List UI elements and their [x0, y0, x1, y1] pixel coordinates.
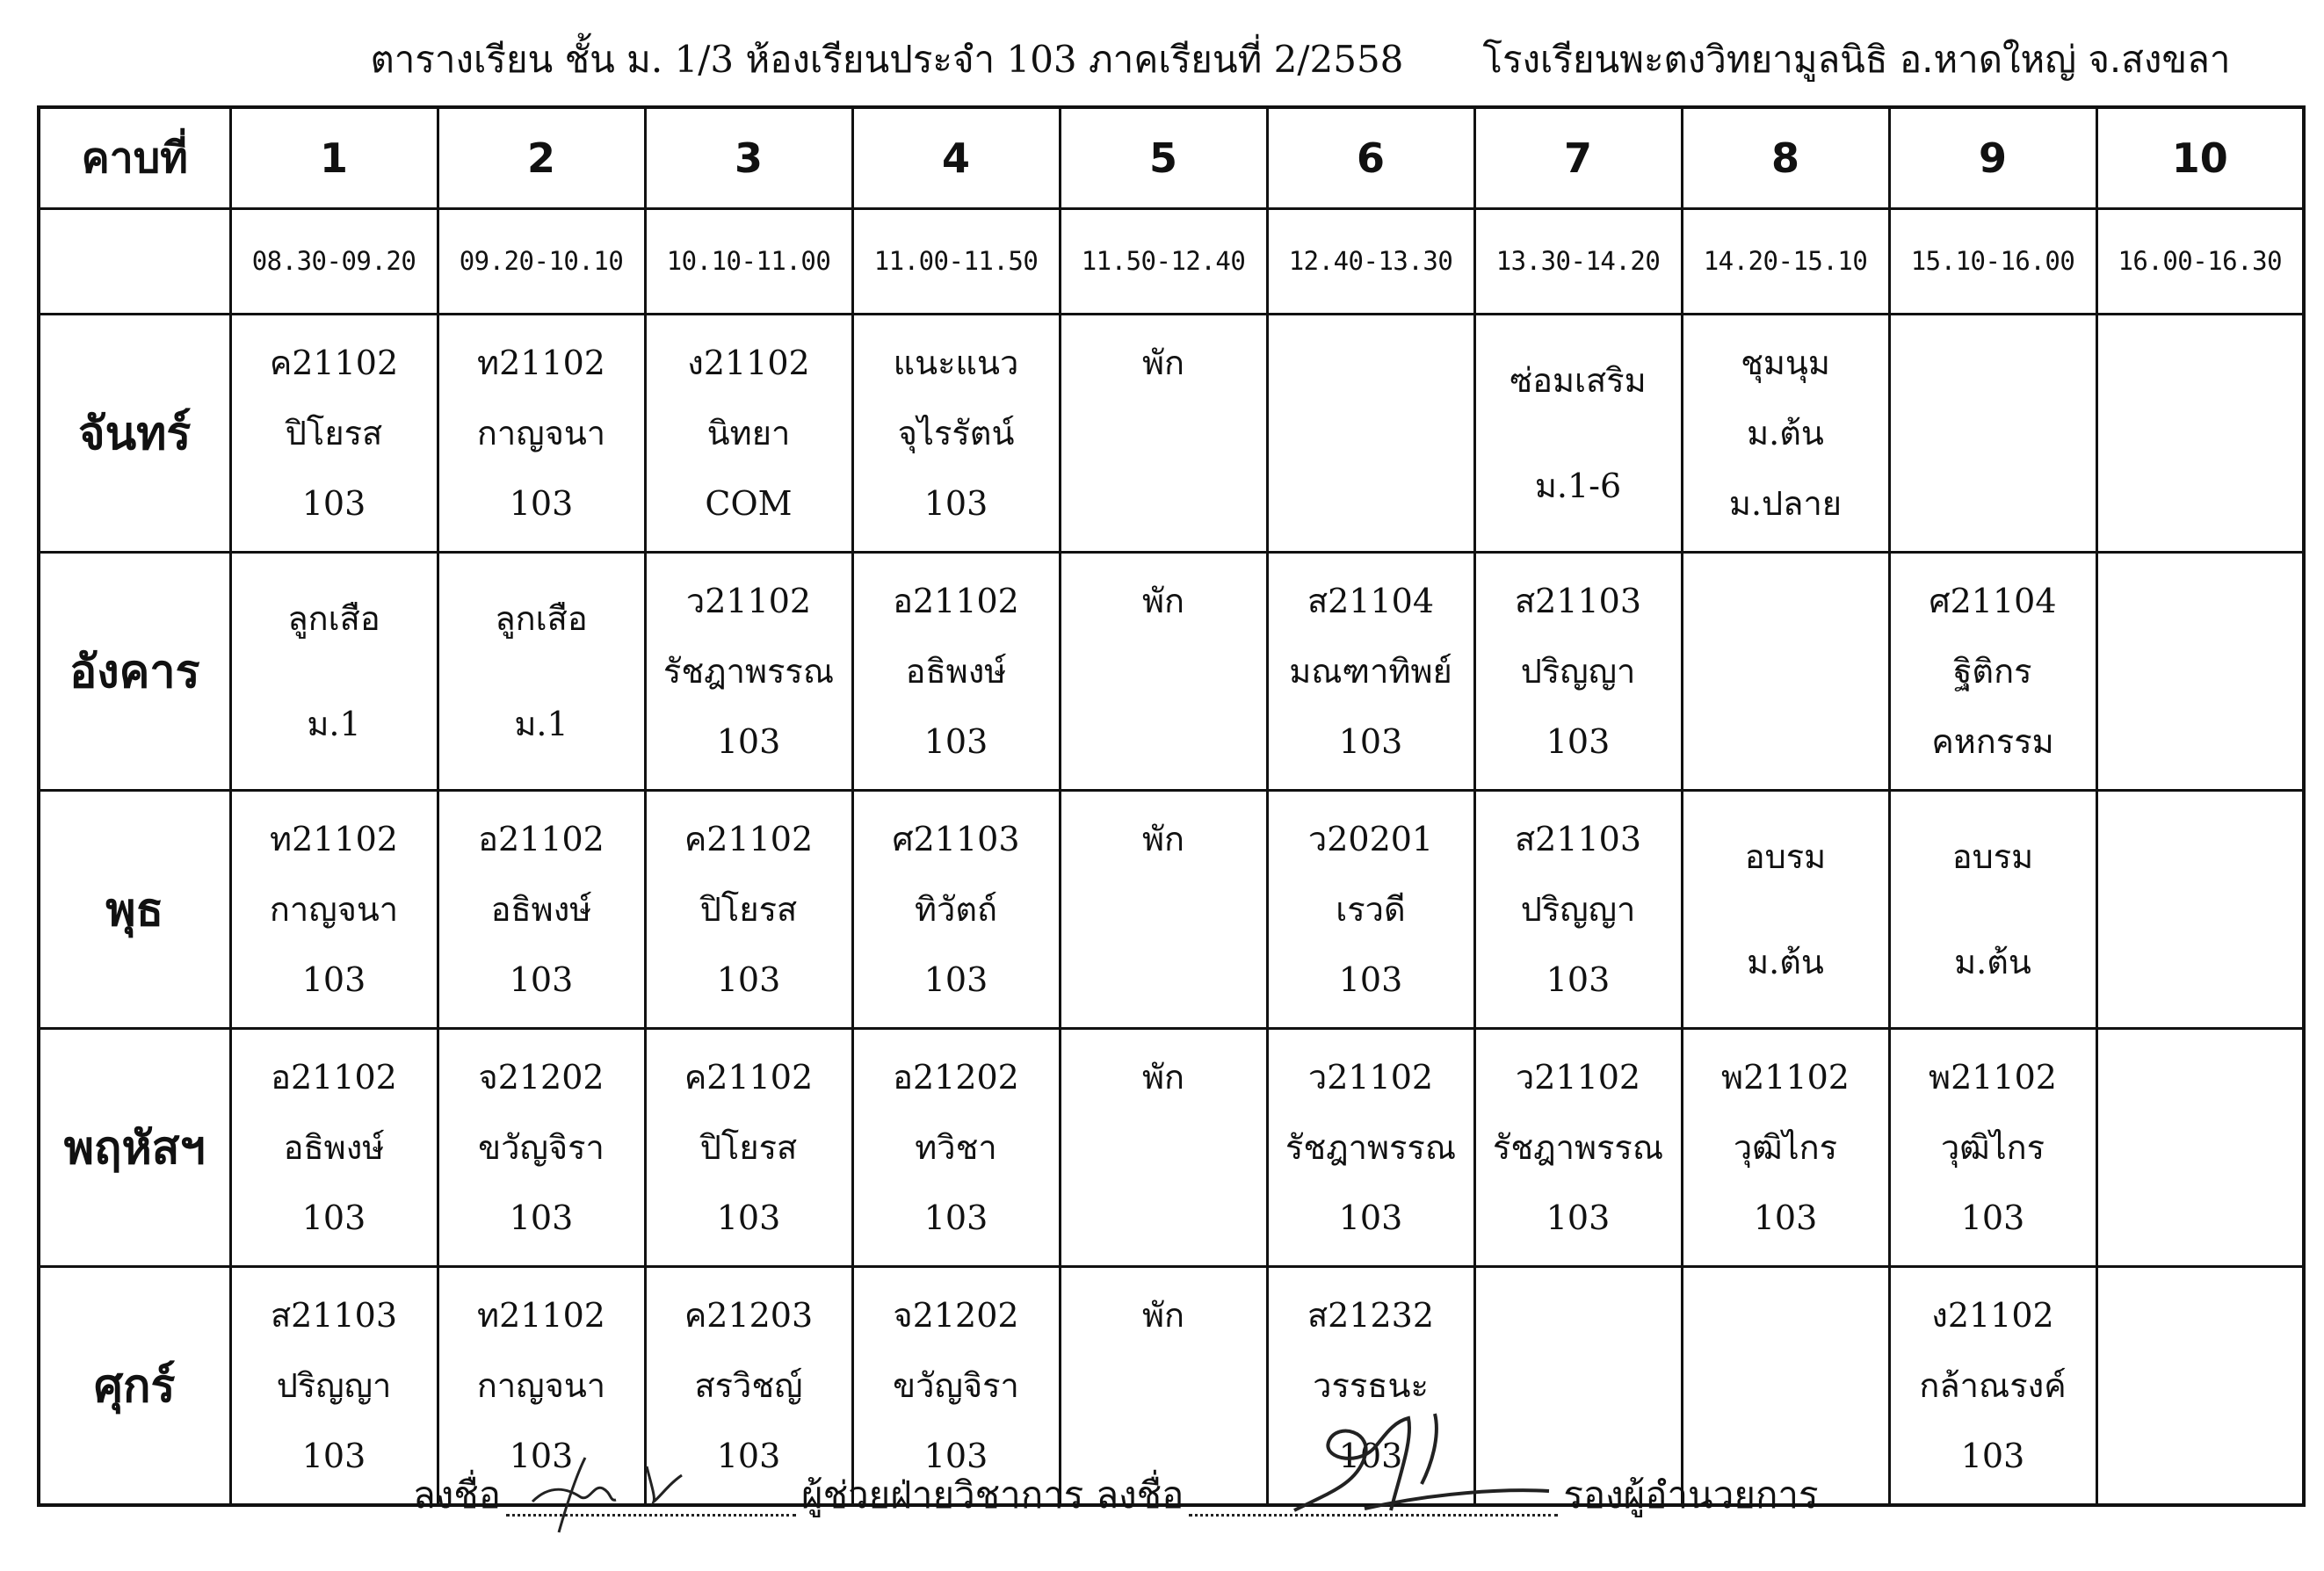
subject-code: ส21232 — [1307, 1295, 1435, 1335]
class-cell — [438, 552, 645, 790]
room-or-group: 103 — [1753, 1198, 1818, 1237]
class-cell-content — [232, 1268, 437, 1503]
teacher-name: ปิโยรส — [285, 413, 383, 452]
sign-label-deputy: ลงชื่อ — [1096, 1473, 1184, 1517]
subject-code: จ21202 — [478, 1057, 605, 1097]
subject-code: ส21103 — [1514, 581, 1642, 620]
class-cell — [852, 790, 1060, 1028]
period-number: 10 — [2096, 107, 2304, 208]
class-cell-content — [1061, 315, 1266, 551]
sign-label-assistant: ลงชื่อ — [413, 1473, 501, 1517]
room-or-group: 103 — [923, 721, 988, 761]
document-title — [290, 25, 2311, 95]
subject-code: ส21103 — [270, 1295, 398, 1335]
class-cell-content — [1683, 315, 1888, 551]
class-cell-content — [854, 1030, 1059, 1265]
class-cell-content — [854, 554, 1059, 789]
period-time: 11.50-12.40 — [1060, 208, 1267, 314]
subject-code: พ21102 — [1929, 1057, 2057, 1097]
period-time: 12.40-13.30 — [1267, 208, 1474, 314]
room-or-group: 103 — [1338, 1198, 1403, 1237]
subject-code: ศ21104 — [1929, 581, 2057, 620]
subject-code: อ21102 — [478, 819, 605, 858]
teacher-name: รัชฎาพรรณ — [1492, 1127, 1664, 1167]
class-cell — [1889, 790, 2096, 1028]
class-cell — [645, 314, 852, 552]
day-label: ศุกร์ — [39, 1266, 230, 1505]
class-cell-content — [1683, 792, 1888, 1027]
class-cell — [230, 1266, 438, 1505]
room-or-group: 103 — [716, 721, 781, 761]
class-cell — [1060, 790, 1267, 1028]
teacher-name: นิทยา — [706, 413, 791, 452]
class-cell-content — [647, 792, 851, 1027]
class-cell-content — [232, 1030, 437, 1265]
period-number: 3 — [645, 107, 852, 208]
subject-code: ท21102 — [477, 1295, 605, 1335]
break-label: พัก — [1141, 819, 1185, 858]
teacher-name: ทวิชา — [915, 1127, 997, 1167]
subject-code: อบรม — [1744, 836, 1827, 876]
subject-code: ว21102 — [1307, 1057, 1434, 1097]
class-cell — [1267, 790, 1474, 1028]
timetable — [37, 105, 2306, 1507]
period-number: 4 — [852, 107, 1060, 208]
subject-code: ลูกเสือ — [287, 598, 380, 638]
class-cell-content — [2098, 315, 2303, 551]
subject-code: ท21102 — [270, 819, 398, 858]
class-cell-content — [1476, 1030, 1681, 1265]
subject-code: ชุมนุม — [1741, 343, 1830, 382]
room-or-group: 103 — [301, 483, 366, 523]
subject-code: ค21203 — [684, 1295, 814, 1335]
class-cell — [230, 1028, 438, 1266]
subject-code: พ21102 — [1721, 1057, 1850, 1097]
room-or-group: COM — [705, 483, 793, 523]
class-cell-content — [2098, 554, 2303, 789]
empty-cell — [1682, 552, 1889, 790]
class-cell-content — [1269, 792, 1473, 1027]
day-row — [39, 314, 2304, 552]
class-cell-content — [1061, 554, 1266, 789]
class-cell — [438, 314, 645, 552]
class-cell-content — [1061, 1030, 1266, 1265]
period-time: 13.30-14.20 — [1474, 208, 1682, 314]
teacher-name: กาญจนา — [476, 413, 606, 452]
period-number: 5 — [1060, 107, 1267, 208]
class-cell — [1060, 1028, 1267, 1266]
room-or-group: 103 — [509, 959, 574, 999]
teacher-name: มณฑาทิพย์ — [1289, 651, 1452, 691]
class-cell — [1474, 552, 1682, 790]
room-or-group: 103 — [1546, 721, 1611, 761]
room-or-group: 103 — [509, 1436, 574, 1475]
room-or-group: 103 — [301, 1436, 366, 1475]
class-cell — [438, 790, 645, 1028]
room-or-group: 103 — [1338, 959, 1403, 999]
room-or-group: 103 — [301, 1198, 366, 1237]
period-time: 09.20-10.10 — [438, 208, 645, 314]
room-or-group: 103 — [923, 1436, 988, 1475]
room-or-group: 103 — [1338, 1436, 1403, 1475]
class-cell-content — [1683, 1030, 1888, 1265]
room-or-group: 103 — [716, 959, 781, 999]
subject-code: ซ่อมเสริม — [1510, 360, 1647, 400]
class-cell-content — [854, 792, 1059, 1027]
break-label: พัก — [1141, 581, 1185, 620]
subject-code: จ21202 — [893, 1295, 1019, 1335]
class-cell-content — [439, 315, 644, 551]
break-label: พัก — [1141, 1295, 1185, 1335]
signature-deputy — [1189, 1475, 1558, 1517]
day-row — [39, 790, 2304, 1028]
subject-code: ท21102 — [477, 343, 605, 382]
class-cell — [1474, 314, 1682, 552]
class-cell — [1060, 314, 1267, 552]
class-cell — [230, 314, 438, 552]
class-cell-content — [439, 1030, 644, 1265]
teacher-name: จุไรรัตน์ — [897, 413, 1015, 452]
teacher-name: รัชฎาพรรณ — [662, 651, 835, 691]
day-row — [39, 1028, 2304, 1266]
teacher-name: ฐิติกร — [1953, 651, 2032, 691]
class-cell-content — [439, 792, 644, 1027]
teacher-name: ขวัญจิรา — [478, 1127, 605, 1167]
teacher-name: ปิโยรส — [699, 1127, 798, 1167]
teacher-name: ม.ต้น — [1747, 942, 1824, 981]
handwritten-signature-deputy — [1259, 1405, 1593, 1519]
class-cell — [1474, 790, 1682, 1028]
class-cell — [1060, 552, 1267, 790]
empty-cell — [2096, 314, 2304, 552]
subject-code: ว21102 — [1515, 1057, 1641, 1097]
period-number: 8 — [1682, 107, 1889, 208]
subject-code: ส21103 — [1514, 819, 1642, 858]
period-time: 14.20-15.10 — [1682, 208, 1889, 314]
day-label: อังคาร — [39, 552, 230, 790]
room-or-group: 103 — [509, 483, 574, 523]
class-cell — [1267, 552, 1474, 790]
class-cell-content — [1891, 1030, 2096, 1265]
teacher-name: อธิพงษ์ — [283, 1127, 385, 1167]
class-cell-content — [1476, 554, 1681, 789]
class-cell-content — [232, 554, 437, 789]
role-deputy-director: รองผู้อำนวยการ — [1563, 1473, 1819, 1517]
class-cell — [645, 1028, 852, 1266]
teacher-name: กาญจนา — [476, 1365, 606, 1405]
period-number: 1 — [230, 107, 438, 208]
subject-code: ค21102 — [269, 343, 399, 382]
period-time: 08.30-09.20 — [230, 208, 438, 314]
period-number: 2 — [438, 107, 645, 208]
school-name: โรงเรียนพะตงวิทยามูลนิธิ อ.หาดใหญ่ จ.สงขลา — [1482, 38, 2231, 81]
period-time: 10.10-11.00 — [645, 208, 852, 314]
subject-code: แนะแนว — [893, 343, 1019, 382]
subject-code: ว20201 — [1307, 819, 1434, 858]
teacher-name: ม.1 — [514, 704, 568, 743]
teacher-name: ม.1 — [307, 704, 361, 743]
teacher-name: รัชฎาพรรณ — [1285, 1127, 1457, 1167]
teacher-name: ปริญญา — [1520, 651, 1636, 691]
subject-code: ว21102 — [685, 581, 812, 620]
class-cell — [1474, 1028, 1682, 1266]
signature-assistant — [506, 1475, 796, 1517]
period-header-label: คาบที่ — [39, 107, 230, 208]
class-cell — [852, 314, 1060, 552]
subject-code: ค21102 — [684, 1057, 814, 1097]
period-header-row — [39, 107, 2304, 208]
class-cell-content — [232, 315, 437, 551]
empty-cell — [1267, 314, 1474, 552]
room-or-group: 103 — [509, 1198, 574, 1237]
teacher-name: ม.ต้น — [1954, 942, 2031, 981]
teacher-name: ม.ต้น — [1747, 413, 1824, 452]
day-label: พุธ — [39, 790, 230, 1028]
room-or-group: 103 — [716, 1198, 781, 1237]
room-or-group: 103 — [301, 959, 366, 999]
class-cell-content — [2098, 1268, 2303, 1503]
day-row — [39, 552, 2304, 790]
class-cell — [852, 552, 1060, 790]
subject-code: อ21202 — [893, 1057, 1019, 1097]
room-or-group: 103 — [1546, 1198, 1611, 1237]
class-cell-content — [1269, 554, 1473, 789]
class-cell-content — [2098, 1030, 2303, 1265]
class-cell-content — [439, 554, 644, 789]
empty-cell — [2096, 552, 2304, 790]
day-label: จันทร์ — [39, 314, 230, 552]
time-row — [39, 208, 2304, 314]
class-cell-content — [1476, 315, 1681, 551]
teacher-name: ทิวัตถ์ — [914, 889, 998, 929]
teacher-name: ปริญญา — [276, 1365, 392, 1405]
subject-code: ค21102 — [684, 819, 814, 858]
role-assistant-academic: ผู้ช่วยฝ่ายวิชาการ — [800, 1473, 1084, 1517]
class-cell — [1267, 1028, 1474, 1266]
class-cell-content — [1476, 792, 1681, 1027]
class-cell — [1889, 1028, 2096, 1266]
class-cell-content — [647, 554, 851, 789]
room-or-group: คหกรรม — [1931, 721, 2054, 761]
class-cell — [1682, 1028, 1889, 1266]
room-or-group: ม.ปลาย — [1728, 483, 1843, 523]
empty-cell — [2096, 1266, 2304, 1505]
class-cell — [1682, 790, 1889, 1028]
teacher-name: กล้าณรงค์ — [1919, 1365, 2067, 1405]
class-cell-content — [232, 792, 437, 1027]
period-time: 15.10-16.00 — [1889, 208, 2096, 314]
class-cell-content — [1891, 792, 2096, 1027]
period-number: 7 — [1474, 107, 1682, 208]
period-time: 16.00-16.30 — [2096, 208, 2304, 314]
class-cell-content — [647, 1030, 851, 1265]
subject-code: อบรม — [1951, 836, 2034, 876]
class-cell — [1682, 314, 1889, 552]
room-or-group: 103 — [1338, 721, 1403, 761]
subject-code: ลูกเสือ — [495, 598, 588, 638]
class-cell — [852, 1028, 1060, 1266]
teacher-name: ขวัญจิรา — [893, 1365, 1019, 1405]
period-time: 11.00-11.50 — [852, 208, 1060, 314]
room-or-group: 103 — [923, 959, 988, 999]
empty-cell — [2096, 1028, 2304, 1266]
class-cell — [230, 552, 438, 790]
subject-code: ง21102 — [1931, 1295, 2054, 1335]
empty-cell — [2096, 790, 2304, 1028]
teacher-name: สรวิชญ์ — [694, 1365, 803, 1405]
class-cell-content — [854, 315, 1059, 551]
class-cell — [230, 790, 438, 1028]
class-cell-content — [1891, 554, 2096, 789]
teacher-name: อธิพงษ์ — [490, 889, 592, 929]
empty-cell — [1889, 314, 2096, 552]
subject-code: ศ21103 — [892, 819, 1020, 858]
teacher-name: วุฒิไกร — [1940, 1127, 2045, 1167]
teacher-name: วรรธนะ — [1313, 1365, 1429, 1405]
break-label: พัก — [1141, 1057, 1185, 1097]
teacher-name: ปริญญา — [1520, 889, 1636, 929]
subject-code: ส21104 — [1307, 581, 1435, 620]
room-or-group: 103 — [1960, 1198, 2025, 1237]
class-cell — [645, 552, 852, 790]
class-cell-content — [1061, 792, 1266, 1027]
room-or-group: 103 — [923, 1198, 988, 1237]
day-label: พฤหัสฯ — [39, 1028, 230, 1266]
teacher-name: อธิพงษ์ — [905, 651, 1007, 691]
time-row-blank — [39, 208, 230, 314]
room-or-group: 103 — [1546, 959, 1611, 999]
subject-code: อ21102 — [893, 581, 1019, 620]
class-cell-content — [1269, 315, 1473, 551]
room-or-group: 103 — [923, 483, 988, 523]
class-cell-content — [1683, 554, 1888, 789]
period-number: 6 — [1267, 107, 1474, 208]
teacher-name: กาญจนา — [269, 889, 399, 929]
teacher-name: ม.1-6 — [1534, 466, 1622, 505]
class-cell-content — [647, 315, 851, 551]
handwritten-signature-assistant — [506, 1449, 699, 1546]
signature-line — [413, 1452, 1995, 1539]
room-or-group: 103 — [1960, 1436, 2025, 1475]
teacher-name: ปิโยรส — [699, 889, 798, 929]
schedule-title: ตารางเรียน ชั้น ม. 1/3 ห้องเรียนประจำ 103 ภาคเรียนที่ 2/2558 — [370, 38, 1404, 81]
teacher-name: เรวดี — [1336, 889, 1406, 929]
subject-code: อ21102 — [271, 1057, 397, 1097]
teacher-name: วุฒิไกร — [1733, 1127, 1838, 1167]
class-cell-content — [2098, 792, 2303, 1027]
class-cell — [1889, 552, 2096, 790]
class-cell — [438, 1028, 645, 1266]
subject-code: ง21102 — [687, 343, 810, 382]
class-cell-content — [1891, 315, 2096, 551]
class-cell — [645, 790, 852, 1028]
class-cell-content — [1269, 1030, 1473, 1265]
period-number: 9 — [1889, 107, 2096, 208]
break-label: พัก — [1141, 343, 1185, 382]
room-or-group: 103 — [716, 1436, 781, 1475]
